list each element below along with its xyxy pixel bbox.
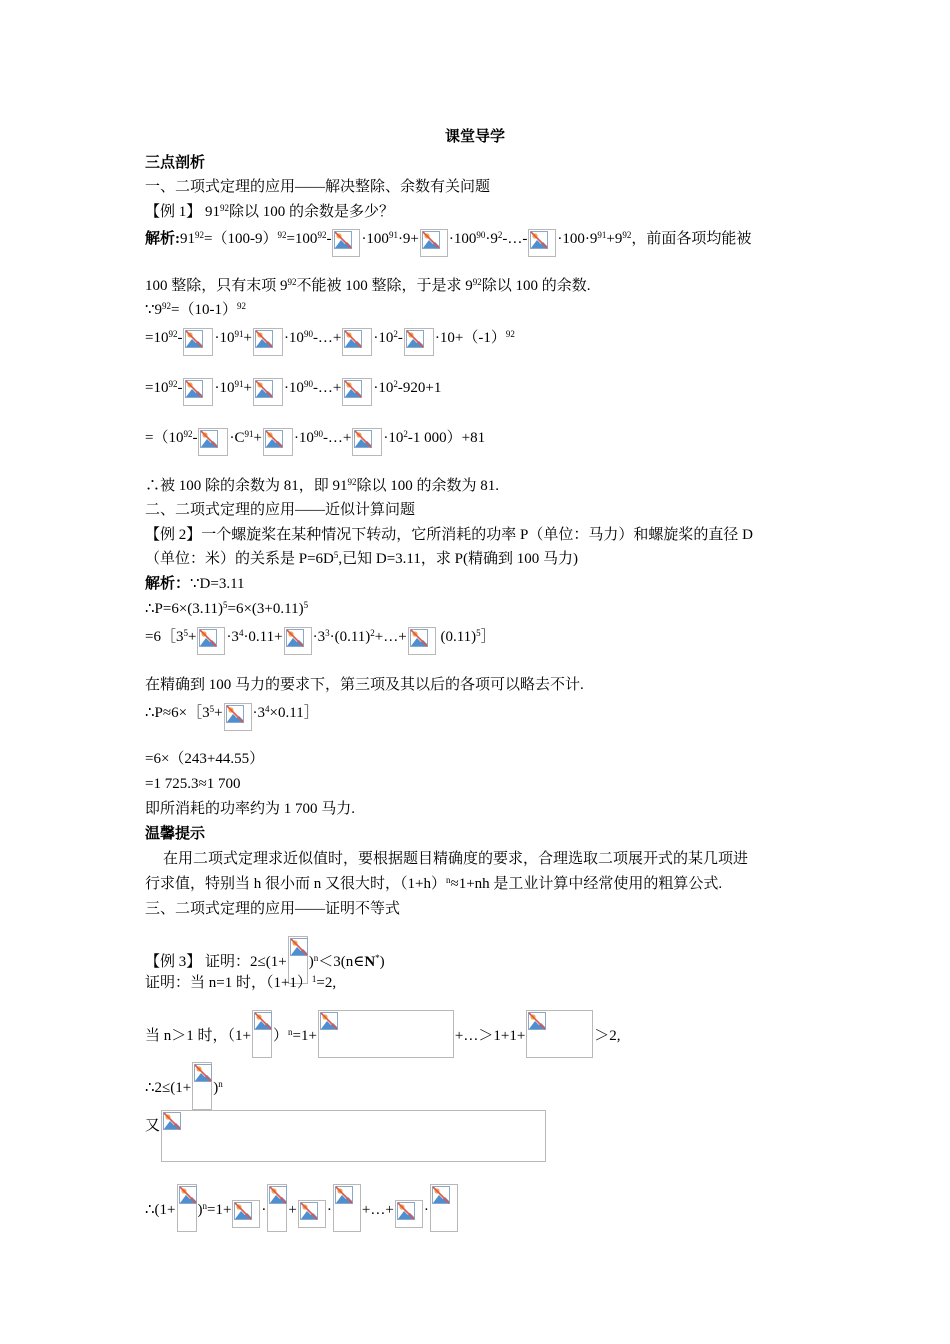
broken-image-icon — [254, 1012, 272, 1030]
formula-image — [342, 328, 372, 356]
formula-image — [161, 1110, 546, 1162]
broken-image-icon — [269, 1186, 287, 1204]
broken-image-icon — [255, 380, 273, 398]
example2-line2: （单位：米）的关系是 $P=6D^5$,已知 D=3.11，求 P(精确到 100 马力) — [145, 550, 578, 567]
fraction-image — [267, 1184, 287, 1232]
broken-image-icon — [226, 705, 244, 723]
equation-line-3: $=(10^{92}-$ $\cdot C^{91}+$ $\cdot 10^{90}-\dots+$ $\cdot 10^2-1$ 000）+81 — [145, 428, 485, 456]
example1-line: 【例 1】 $91^{92}$除以 100 的余数是多少？ — [145, 203, 395, 220]
formula-image — [253, 378, 283, 406]
formula-image — [197, 627, 225, 655]
proof-line-3: ∴2≤(1+ )$^n$ — [145, 1062, 223, 1110]
formula-image — [318, 1010, 454, 1058]
broken-image-icon — [320, 1012, 338, 1030]
fraction-image — [177, 1184, 197, 1232]
formula-image — [332, 229, 360, 257]
part1-heading: 一、二项式定理的应用——解决整除、余数有关问题 — [145, 179, 491, 195]
proof-line-1: 证明：当 n=1 时，$(1+1)^1=2$, — [145, 974, 337, 991]
formula-image — [224, 703, 252, 731]
power-line-4: =6×（243+44.55） — [145, 751, 265, 767]
power-line-2: $=6[3^5+$ $\cdot 3^4\cdot 0.11+$ $\cdot 3^3\cdot(0.11)^2+\dots+$ $(0.11)^5]$ — [145, 627, 496, 655]
broken-image-icon — [344, 330, 362, 348]
power-line-1: $\therefore P=6\times(3.11)^5=6\times(3+0.11)^5$ — [145, 600, 309, 617]
broken-image-icon — [335, 1186, 353, 1204]
formula-image — [408, 627, 436, 655]
formula-image — [284, 627, 312, 655]
fraction-image — [430, 1184, 458, 1232]
broken-image-icon — [265, 430, 283, 448]
formula-image — [232, 1200, 260, 1228]
formula-image — [420, 229, 448, 257]
broken-image-icon — [300, 1202, 318, 1220]
broken-image-icon — [179, 1186, 197, 1204]
broken-image-icon — [432, 1186, 450, 1204]
broken-image-icon — [185, 380, 203, 398]
formula-image — [395, 1200, 423, 1228]
broken-image-icon — [194, 1064, 212, 1082]
formula-image — [263, 428, 293, 456]
example3-line: 【例 3】 证明：2≤(1+ )$^n$＜3(n∈N*) — [145, 936, 385, 984]
broken-image-icon — [286, 629, 304, 647]
fraction-image — [333, 1184, 361, 1232]
broken-image-icon — [406, 330, 424, 348]
power-line-5: =1 725.3≈1 700 — [145, 776, 241, 792]
section-heading: 三点剖析 — [145, 155, 206, 171]
formula-image — [298, 1200, 326, 1228]
formula-image — [404, 328, 434, 356]
solution2-line: 解析：∵D=3.11 — [145, 576, 245, 592]
broken-image-icon — [185, 330, 203, 348]
part2-heading: 二、二项式定理的应用——近似计算问题 — [145, 502, 416, 518]
tip-line2: 行求值，特别当 h 很小而 n 又很大时，$(1+h)^n\approx 1+nh$ 是工业计算中经常使用的粗算公式. — [145, 875, 723, 892]
broken-image-icon — [422, 231, 440, 249]
approx-note: 在精确到 100 马力的要求下，第三项及其以后的各项可以略去不计. — [145, 677, 584, 693]
formula-image — [253, 328, 283, 356]
broken-image-icon — [200, 430, 218, 448]
broken-image-icon — [354, 430, 372, 448]
broken-image-icon — [199, 629, 217, 647]
broken-image-icon — [290, 938, 308, 956]
equation-line-1: $=10^{92}-$ $\cdot 10^{91}+$ $\cdot 10^{90}-\dots+$ $\cdot 10^2-$ $\cdot 10+(-1)^{92}$ — [145, 328, 515, 356]
broken-image-icon — [255, 330, 273, 348]
part3-heading: 三、二项式定理的应用——证明不等式 — [145, 901, 401, 917]
fraction-image — [252, 1010, 272, 1058]
equation-line-2: $=10^{92}-$ $\cdot 10^{91}+$ $\cdot 10^{90}-\dots+$ $\cdot 10^2-920+1$ — [145, 378, 441, 406]
formula-image — [183, 378, 213, 406]
tip-line1: 在用二项式定理求近似值时，要根据题目精确度的要求，合理选取二项展开式的某几项进 — [163, 851, 749, 867]
formula-image — [198, 428, 228, 456]
broken-image-icon — [163, 1112, 181, 1130]
formula-image — [352, 428, 382, 456]
solution1-line2: 100 整除，只有末项 $9^{92}$不能被 100 整除，于是求 $9^{92}$除以 100 的余数. — [145, 277, 591, 294]
tip-heading: 温馨提示 — [145, 826, 206, 842]
broken-image-icon — [234, 1202, 252, 1220]
formula-image — [342, 378, 372, 406]
broken-image-icon — [410, 629, 428, 647]
power-line-3: $\therefore P\approx 6\times[3^5+$ $\cdot 3^4\times 0.11]$ — [145, 703, 319, 731]
proof-line-5: ∴(1+ )$^n$=1+ · + · +…+ · — [145, 1184, 459, 1232]
broken-image-icon — [530, 231, 548, 249]
solution1-line: 解析$:91^{92}=(100-9)^{92}=100^{92}-$ $\cdot 100^{91}\cdot 9+$ $\cdot 100^{90}\cdot 9^2-\dots-$ $\cdot 100\cdot 9^{91}+9^{92}$，前面各项均能被 — [145, 229, 751, 257]
since-line: $\because 9^{92}=(10-1)^{92}$ — [145, 301, 247, 318]
formula-image — [183, 328, 213, 356]
formula-image — [528, 229, 556, 257]
broken-image-icon — [334, 231, 352, 249]
fraction-image — [192, 1062, 212, 1110]
broken-image-icon — [397, 1202, 415, 1220]
broken-image-icon — [528, 1012, 546, 1030]
example2-line1: 【例 2】一个螺旋桨在某种情况下转动，它所消耗的功率 P（单位：马力）和螺旋桨的直径 D — [145, 527, 753, 543]
power-conclusion: 即所消耗的功率约为 1 700 马力. — [145, 801, 356, 817]
conclusion1-line: ∴被 100 除的余数为 81，即 $91^{92}$除以 100 的余数为 81. — [145, 477, 500, 494]
proof-line-2: 当 n＞1 时，（1+ ）$^n$=1+ +…＞1+1+ ＞2, — [145, 1010, 621, 1058]
page-title: 课堂导学 — [444, 129, 505, 145]
formula-image — [526, 1010, 593, 1058]
proof-line-4: 又 — [145, 1110, 547, 1162]
broken-image-icon — [344, 380, 362, 398]
